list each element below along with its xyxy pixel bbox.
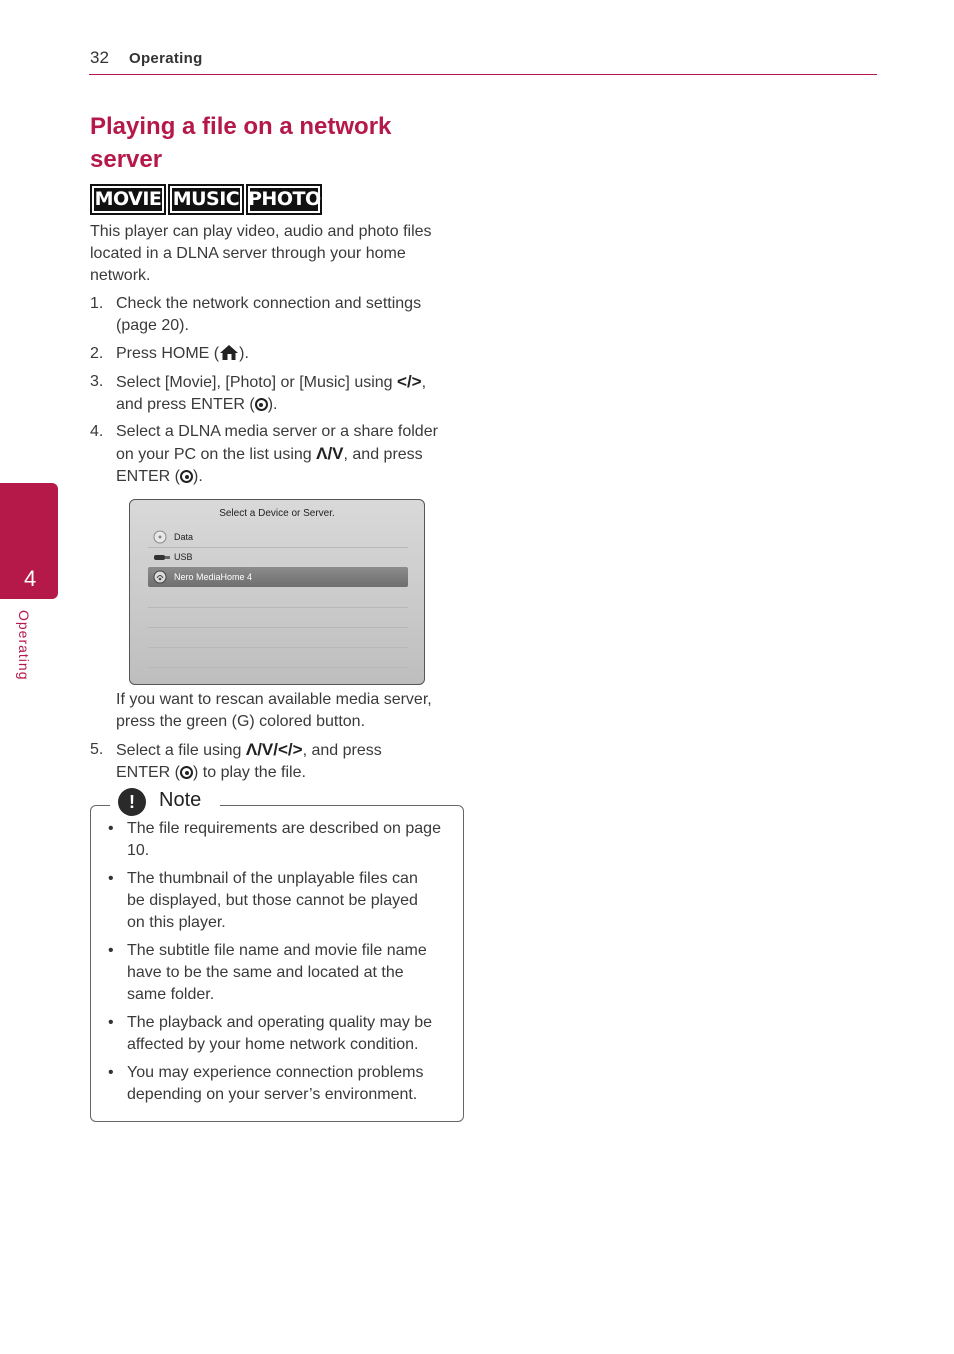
- step-4-number: 4.: [90, 423, 104, 440]
- four-way-arrows-icon: Λ/V/</>: [245, 740, 303, 759]
- note-title: Note: [159, 789, 202, 811]
- chapter-tab-number: 4: [24, 566, 37, 591]
- header-rule: [89, 74, 877, 75]
- enter-icon: [180, 470, 193, 483]
- page-number: 32: [90, 48, 109, 67]
- step-5-text-a: Select a file using: [116, 742, 246, 759]
- exclamation-icon: !: [118, 788, 146, 816]
- step-4-text-a: Select a DLNA media server or a share folder on your PC on the list using: [116, 423, 438, 463]
- screen-item-usb: [148, 547, 408, 567]
- network-server-icon: [153, 570, 167, 584]
- music-badge: MUSIC: [168, 184, 244, 215]
- step-5-text-d: ) to play the file.: [193, 764, 306, 781]
- enter-icon: [180, 766, 193, 779]
- step-5-text-c: ENTER (: [116, 764, 180, 781]
- device-select-screenshot: [129, 499, 425, 685]
- step-4-text-b: , and press ENTER (: [116, 446, 423, 485]
- step-2-number: 2.: [90, 345, 104, 362]
- step-3-text-d: ).: [267, 396, 278, 413]
- bullet-dot: •: [108, 820, 114, 837]
- usb-icon: [153, 550, 171, 564]
- step-2-text-a: Press HOME (: [116, 345, 220, 362]
- left-right-arrows-icon: </>: [397, 372, 422, 391]
- screen-item-nero-mediahome: [148, 567, 408, 587]
- step-1-number: 1.: [90, 295, 104, 312]
- movie-badge: MOVIE: [90, 184, 166, 215]
- note-bullet-3: The subtitle file name and movie file name have to be the same and located at the same folder.: [127, 942, 427, 1003]
- step-5-text: [116, 739, 461, 784]
- step-5-number: 5.: [90, 741, 104, 758]
- screen-divider: [148, 667, 408, 668]
- header-section-name: Operating: [129, 50, 203, 67]
- screen-item-label: Nero MediaHome 4: [174, 572, 253, 582]
- screen-title: Select a Device or Server.: [219, 508, 335, 519]
- note-bullet-5: You may experience connection problems depending on your server’s environment.: [127, 1064, 424, 1103]
- screen-item-data: [148, 527, 408, 547]
- bullet-dot: •: [108, 1064, 114, 1081]
- disc-icon: [153, 530, 167, 544]
- bullet-dot: •: [108, 1014, 114, 1031]
- step-4-text: [116, 421, 451, 488]
- page-title: Playing a file on a network server: [90, 113, 392, 173]
- home-icon: [219, 344, 239, 361]
- enter-icon: [255, 398, 268, 411]
- chapter-side-label: Operating: [16, 610, 32, 681]
- screen-item-label: Data: [174, 532, 194, 542]
- step-5-text-b: , and press: [302, 742, 382, 759]
- step-2-text-b: ).: [239, 345, 249, 362]
- photo-badge: PHOTO: [246, 184, 322, 215]
- step-3-text-b: ,: [421, 374, 427, 391]
- intro-paragraph: This player can play video, audio and photo files located in a DLNA server through your home network.: [90, 223, 432, 284]
- bullet-dot: •: [108, 870, 114, 887]
- screen-divider: [148, 647, 408, 648]
- rescan-paragraph: If you want to rescan available media server, press the green (G) colored button.: [116, 691, 432, 730]
- bullet-dot: •: [108, 942, 114, 959]
- step-1-text: Check the network connection and settings (page 20).: [116, 295, 422, 334]
- step-3-text-c: and press ENTER (: [116, 396, 255, 413]
- step-4-text-c: ).: [193, 468, 203, 485]
- step-3-text-a: Select [Movie], [Photo] or [Music] using: [116, 374, 398, 391]
- step-2-text: [116, 343, 456, 365]
- step-3-text: [116, 371, 461, 416]
- step-3-number: 3.: [90, 373, 104, 390]
- screen-divider: [148, 607, 408, 608]
- note-bullet-1: The file requirements are described on page 10.: [127, 820, 441, 859]
- note-bullet-4: The playback and operating quality may be affected by your home network condition.: [127, 1014, 433, 1053]
- note-bullet-2: The thumbnail of the unplayable files can be displayed, but those cannot be played on this player.: [127, 870, 418, 931]
- screen-divider: [148, 627, 408, 628]
- screen-item-label: USB: [174, 552, 193, 562]
- up-down-arrows-icon: Λ/V: [316, 444, 344, 463]
